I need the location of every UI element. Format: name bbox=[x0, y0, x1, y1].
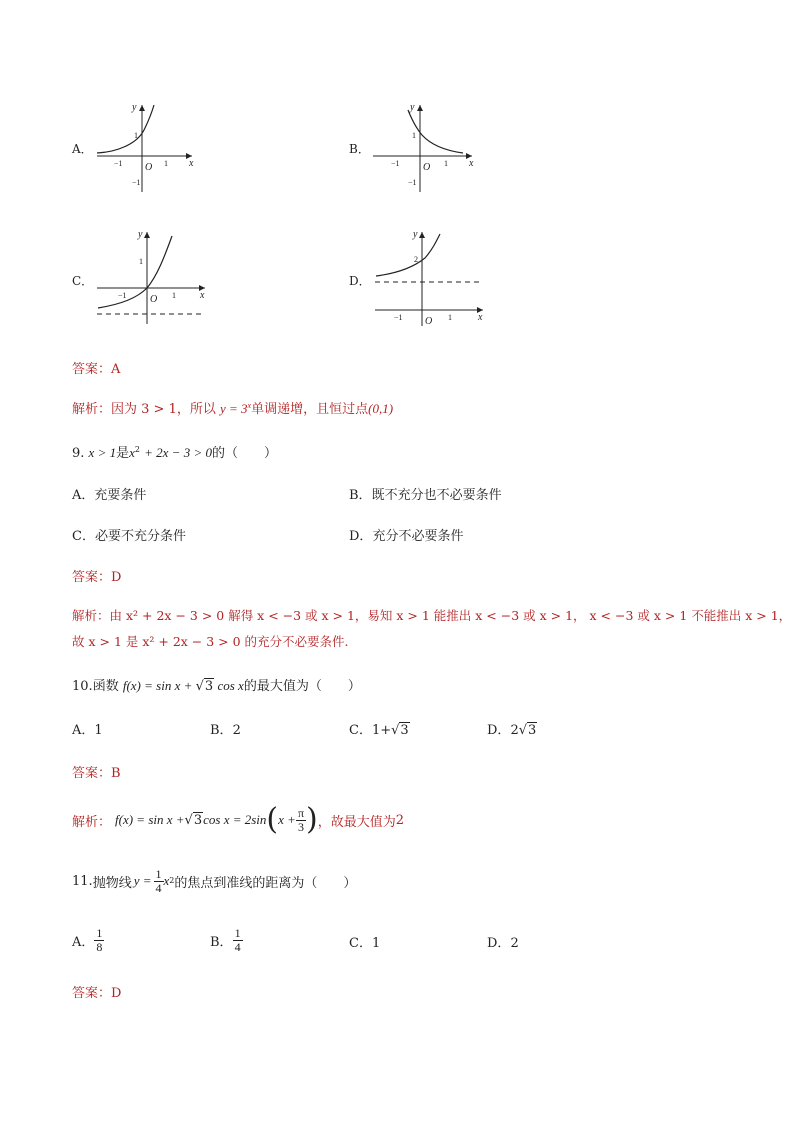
stem-text-e: 的（ ） bbox=[211, 446, 277, 461]
q8-answer bbox=[72, 358, 120, 377]
q10-analysis bbox=[72, 800, 404, 840]
q9-option-b[interactable] bbox=[349, 484, 502, 503]
analysis-label: 解析： bbox=[72, 402, 112, 417]
tick-y-one: 1 bbox=[412, 131, 416, 140]
graph-option-label-d: D． bbox=[349, 274, 371, 288]
q9-option-c[interactable] bbox=[72, 525, 186, 544]
frac-num: π bbox=[297, 805, 304, 820]
analysis-value: 2 bbox=[395, 812, 405, 828]
stem-math-a: x > 1 bbox=[88, 445, 117, 460]
option-text: 2 bbox=[510, 723, 519, 738]
option-label: D． bbox=[349, 529, 373, 544]
tick-minus-one: −1 bbox=[118, 291, 127, 300]
stem-y: y = bbox=[133, 873, 152, 888]
x-label: x bbox=[189, 158, 194, 169]
q9-analysis-line2: 故 x > 1 是 x² + 2x − 3 > 0 的充分不必要条件. bbox=[72, 634, 349, 649]
q11-option-a[interactable] bbox=[72, 924, 104, 956]
x-label: x bbox=[200, 290, 205, 301]
analysis-func: y = 3 bbox=[220, 401, 248, 416]
sqrt-symbol: √3 bbox=[518, 723, 537, 738]
origin-label: O bbox=[150, 294, 158, 305]
graph-b bbox=[368, 100, 478, 195]
option-label: A． bbox=[72, 723, 95, 738]
tick-y-minus-one: −1 bbox=[408, 178, 417, 187]
q9-answer bbox=[72, 566, 121, 585]
q10-option-b[interactable] bbox=[210, 719, 241, 738]
option-label: B． bbox=[210, 723, 233, 738]
right-paren: ) bbox=[306, 802, 318, 837]
answer-value: D bbox=[111, 570, 122, 585]
frac-num: 1 bbox=[155, 866, 162, 881]
analysis-exp: x bbox=[247, 401, 252, 410]
stem-text-b: 的最大值为（ ） bbox=[243, 679, 361, 694]
tick-y-minus-one: −1 bbox=[132, 178, 141, 187]
frac-num: 1 bbox=[234, 925, 241, 940]
y-axis-arrow bbox=[144, 232, 150, 238]
shifted-exp-curve bbox=[98, 236, 172, 308]
tick-minus-one: −1 bbox=[114, 159, 123, 168]
stem-func: f(x) = sin x + bbox=[122, 678, 196, 693]
q11-option-d[interactable] bbox=[487, 932, 519, 951]
q10-option-d[interactable] bbox=[487, 719, 537, 738]
frac-num: 1 bbox=[96, 925, 103, 940]
option-text: 2 bbox=[232, 723, 241, 738]
shifted-up-exp-curve bbox=[376, 234, 440, 276]
frac-den: 4 bbox=[155, 880, 162, 895]
stem-cos: cos x bbox=[214, 678, 244, 693]
stem-text-a: 抛物线 bbox=[92, 875, 132, 891]
question-number: 10. bbox=[72, 679, 93, 694]
q10-stem bbox=[72, 675, 361, 694]
analysis-text-2: 单调递增，且恒过点 bbox=[251, 402, 369, 417]
tick-one: 1 bbox=[448, 313, 452, 322]
answer-label: 答案： bbox=[72, 766, 112, 781]
sqrt-radicand: 3 bbox=[193, 812, 203, 828]
option-label: A． bbox=[72, 488, 95, 503]
q10-answer bbox=[72, 762, 121, 781]
option-label: B． bbox=[210, 934, 233, 950]
analysis-tail: ，故最大值为 bbox=[317, 814, 396, 830]
frac-den: 4 bbox=[234, 939, 241, 954]
y-axis-arrow bbox=[417, 105, 423, 111]
tick-y-two: 2 bbox=[414, 255, 418, 264]
y-label: y bbox=[138, 229, 143, 240]
option-label: D． bbox=[487, 723, 511, 738]
option-text: 充要条件 bbox=[94, 488, 147, 503]
option-text: 1 bbox=[371, 936, 381, 951]
y-axis-arrow bbox=[419, 232, 425, 238]
option-label: A． bbox=[72, 934, 95, 950]
option-label: B． bbox=[349, 488, 372, 503]
option-text: 2 bbox=[510, 936, 519, 951]
answer-label: 答案： bbox=[72, 570, 112, 585]
sqrt-symbol: √3 bbox=[184, 812, 203, 828]
exp-curve bbox=[97, 105, 154, 153]
stem-x: x bbox=[163, 873, 170, 888]
graph-d bbox=[370, 228, 490, 328]
origin-label: O bbox=[145, 162, 153, 173]
q11-answer bbox=[72, 982, 121, 1001]
y-label: y bbox=[413, 229, 418, 240]
tick-minus-one: −1 bbox=[394, 313, 403, 322]
tick-one: 1 bbox=[164, 159, 168, 168]
origin-label: O bbox=[423, 162, 431, 173]
q11-option-b[interactable] bbox=[210, 924, 243, 956]
option-text: 1+ bbox=[371, 723, 392, 738]
option-text: 既不充分也不必要条件 bbox=[371, 488, 502, 503]
option-label: C． bbox=[349, 936, 372, 951]
frac-den: 3 bbox=[297, 819, 304, 834]
option-frac bbox=[94, 927, 104, 954]
option-text: 必要不充分条件 bbox=[94, 529, 186, 544]
stem-text-b: 的焦点到准线的距离为（ ） bbox=[174, 875, 357, 891]
analysis-text-1: 因为 3 > 1，所以 bbox=[111, 402, 216, 417]
q8-analysis bbox=[72, 398, 393, 417]
graph-a bbox=[92, 100, 202, 195]
x-label: x bbox=[478, 312, 483, 323]
analysis-point: (0,1) bbox=[368, 401, 394, 416]
answer-label: 答案： bbox=[72, 986, 112, 1001]
graph-option-label-b: B． bbox=[349, 142, 370, 156]
tick-minus-one: −1 bbox=[391, 159, 400, 168]
pi-over-three bbox=[296, 807, 306, 834]
analysis-inner: x + bbox=[278, 812, 296, 827]
stem-math-c: x bbox=[129, 445, 135, 460]
stem-text-b: 是 bbox=[116, 446, 130, 461]
q10-option-a[interactable] bbox=[72, 719, 103, 738]
decay-curve bbox=[408, 110, 463, 153]
analysis-label: 解析： bbox=[72, 608, 110, 623]
answer-value: A bbox=[111, 362, 121, 377]
stem-math-d: + 2x − 3 > 0 bbox=[144, 445, 212, 460]
option-label: D． bbox=[487, 936, 511, 951]
q11-stem: 11. 抛物线 y = $\frac{1}{4}$ x 2 的焦点到准线的距离为（ ） bbox=[72, 866, 357, 895]
y-axis-arrow bbox=[139, 105, 145, 111]
option-label: C． bbox=[349, 723, 372, 738]
tick-y-one: 1 bbox=[134, 131, 138, 140]
left-paren: ( bbox=[266, 802, 279, 837]
origin-label: O bbox=[425, 316, 433, 327]
x-label: x bbox=[469, 158, 474, 169]
graph-option-label-a: A． bbox=[72, 142, 93, 156]
graph-option-label-c: C． bbox=[72, 274, 94, 288]
sqrt-radicand: 3 bbox=[400, 723, 409, 738]
graph-c bbox=[92, 228, 212, 328]
tick-one: 1 bbox=[444, 159, 448, 168]
analysis-text: 由 x² + 2x − 3 > 0 解得 x < −3 或 x > 1，易知 x > 1 能推出 x < −3 或 x > 1， x < −3 或 x > 1 不能推出 x > 1， bbox=[109, 608, 792, 623]
option-text: 1 bbox=[94, 723, 103, 738]
q9-option-d[interactable] bbox=[349, 525, 463, 544]
y-label: y bbox=[132, 102, 137, 113]
tick-y-one: 1 bbox=[139, 257, 143, 266]
answer-label: 答案： bbox=[72, 362, 112, 377]
q9-analysis-line1 bbox=[72, 606, 791, 624]
analysis-expr-b: cos x = 2sin bbox=[203, 812, 267, 827]
answer-value: D bbox=[111, 986, 122, 1001]
option-label: C． bbox=[72, 529, 95, 544]
tick-one: 1 bbox=[172, 291, 176, 300]
y-label: y bbox=[410, 102, 415, 113]
q9-option-a[interactable] bbox=[72, 484, 146, 503]
question-number: 9. bbox=[72, 446, 85, 461]
frac-den: 8 bbox=[96, 939, 103, 954]
q9-stem: 9. x > 1是$x^2 + 2x - 3 > 0$的（ ） bbox=[72, 445, 277, 461]
one-quarter bbox=[154, 868, 164, 895]
analysis-expr-a: f(x) = sin x + bbox=[115, 812, 185, 827]
sqrt-symbol: √3 bbox=[391, 723, 409, 738]
question-number: 11. bbox=[72, 873, 93, 889]
sqrt-radicand: 3 bbox=[204, 679, 214, 694]
option-frac bbox=[233, 927, 243, 954]
analysis-label: 解析： bbox=[72, 814, 112, 830]
option-text: 充分不必要条件 bbox=[372, 529, 464, 544]
sqrt-radicand: 3 bbox=[528, 723, 537, 738]
sqrt-symbol: √3 bbox=[195, 679, 214, 694]
stem-text-a: 函数 bbox=[92, 679, 119, 694]
q10-option-c[interactable] bbox=[349, 719, 410, 738]
q11-option-c[interactable] bbox=[349, 932, 380, 951]
answer-value: B bbox=[111, 766, 121, 781]
